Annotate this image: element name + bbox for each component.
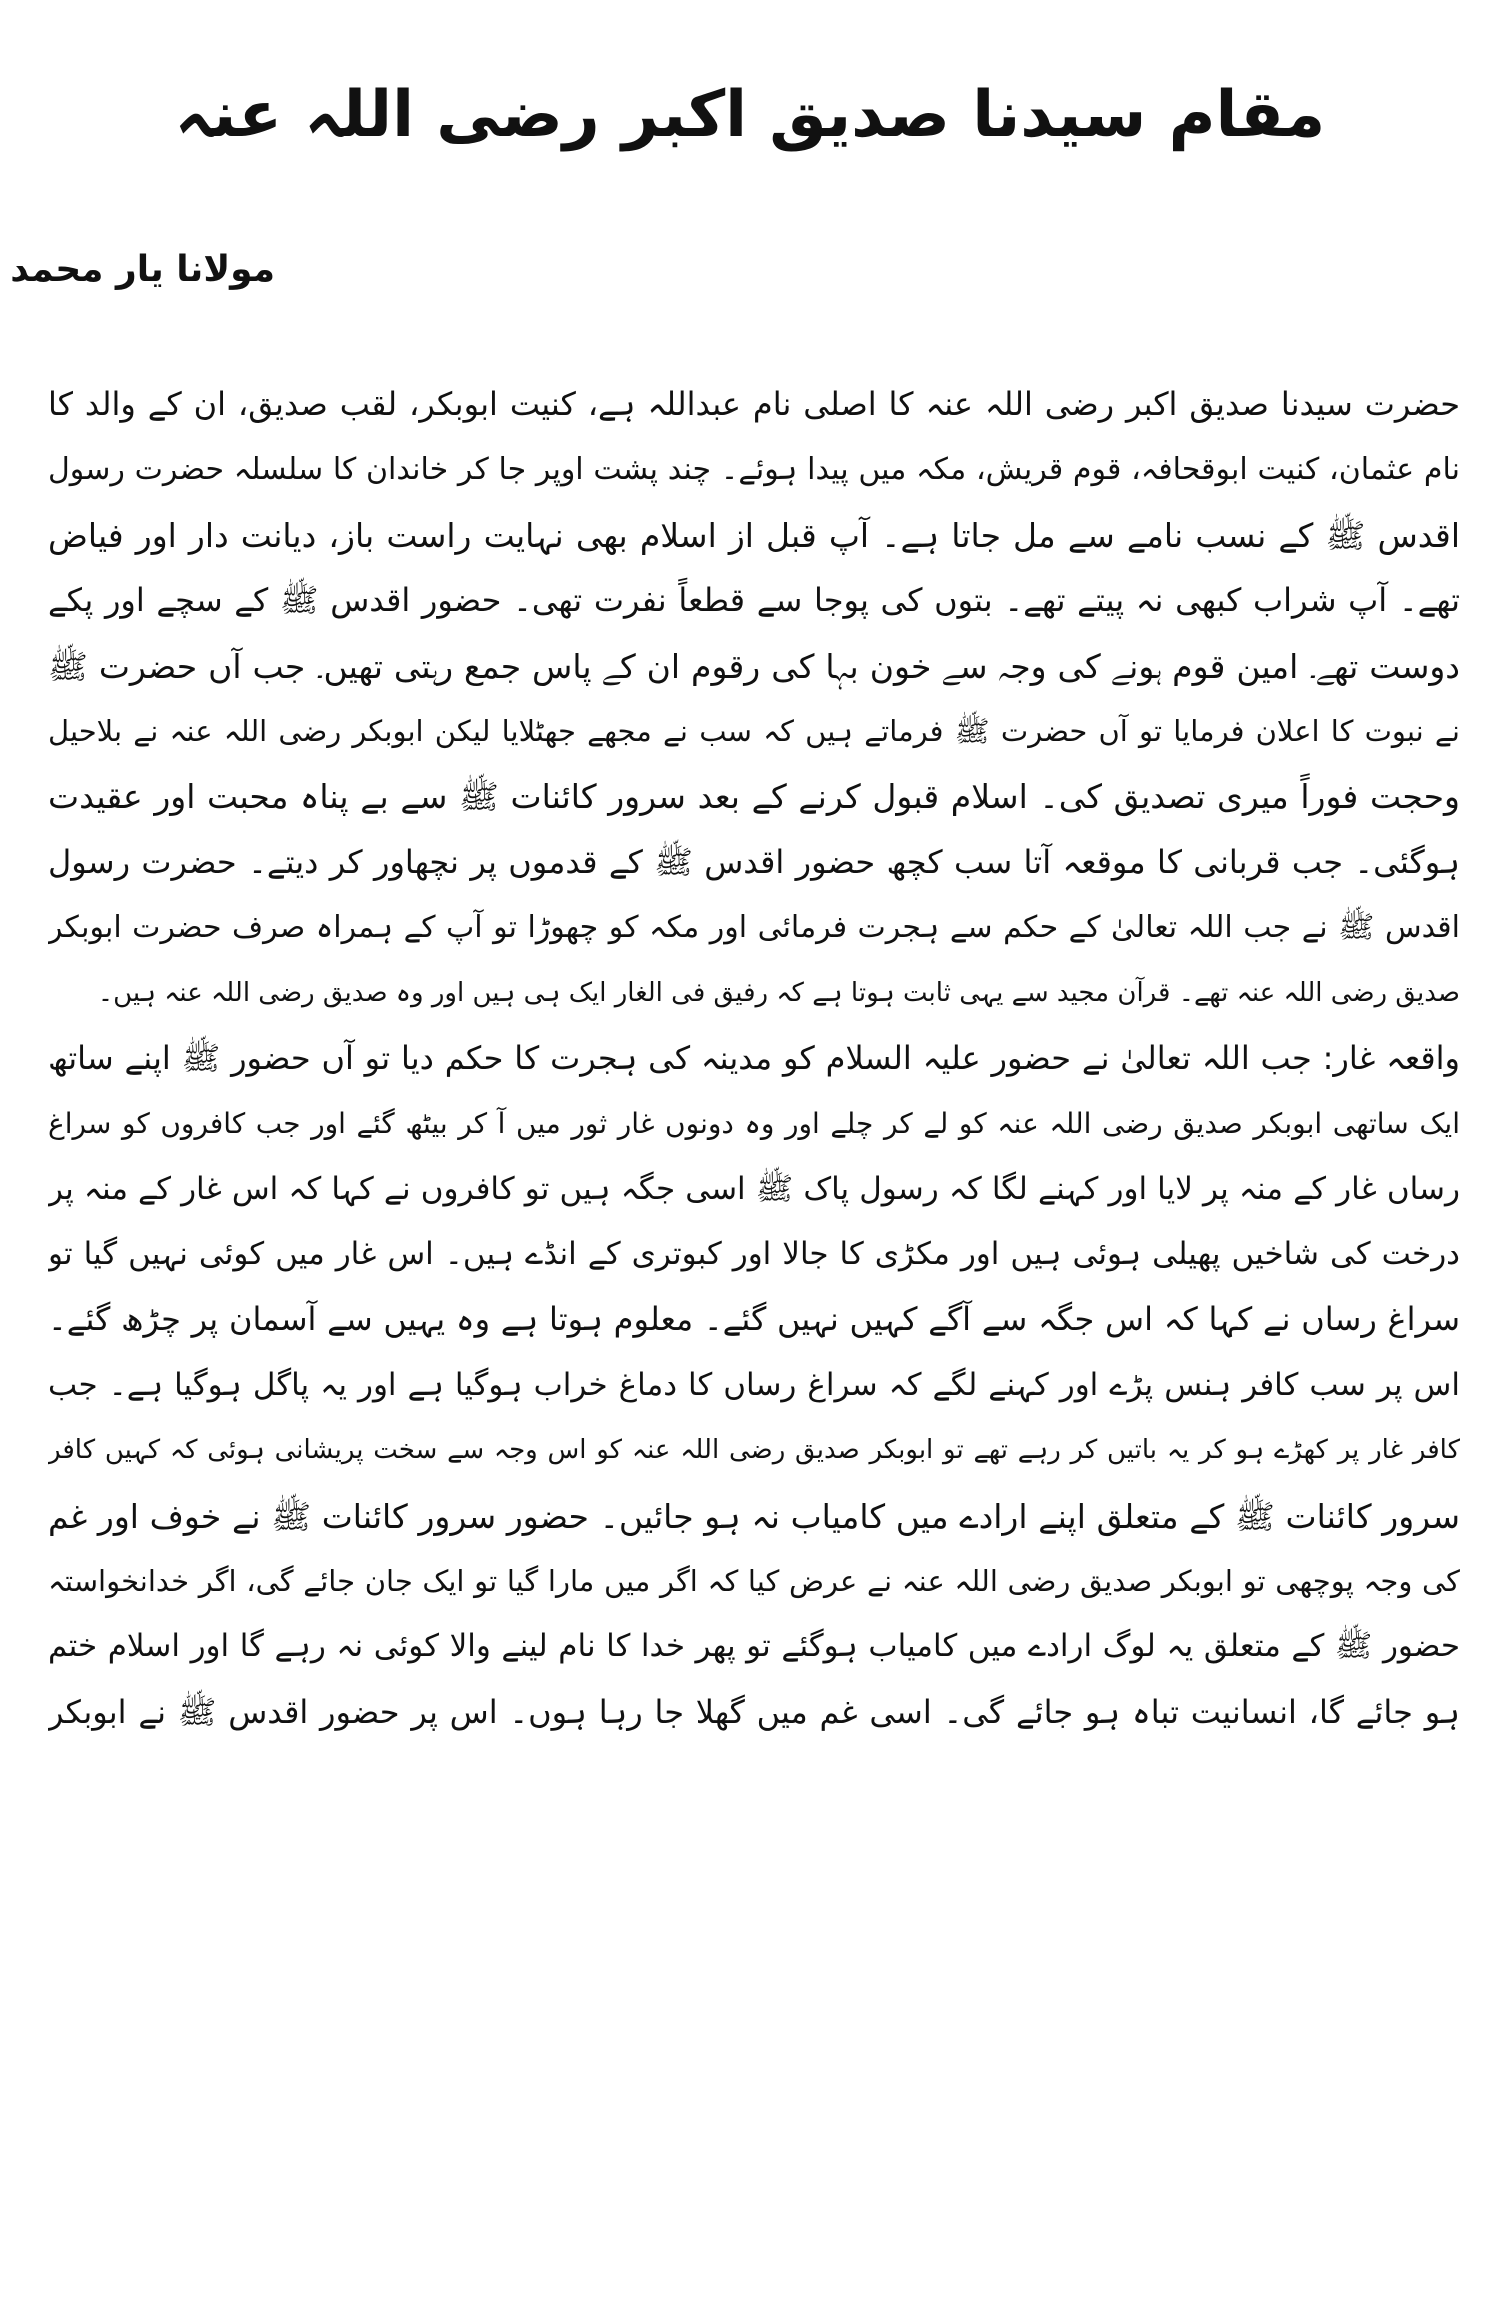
text-line: اقدس ﷺ نے جب اللہ تعالیٰ کے حکم سے ہجرت فرمائی اور مکہ کو چھوڑا تو آپ کے ہمراہ صرف حضرت ابوبکر (48, 910, 1460, 946)
text-line: تھے۔ آپ شراب کبھی نہ پیتے تھے۔ بتوں کی پوجا سے قطعاً نفرت تھی۔ حضور اقدس ﷺ کے سچے اور پکے (48, 581, 1460, 620)
text-line: دوست تھے۔ امین قوم ہونے کی وجہ سے خون بہا کی رقوم ان کے پاس جمع رہتی تھیں۔ جب آں حضرت ﷺ (48, 646, 1460, 686)
text-line: ایک ساتھی ابوبکر صدیق رضی اللہ عنہ کو لے کر چلے اور وہ دونوں غار ثور میں آ کر بیٹھ گئے اور جب کافروں کو سراغ (48, 1107, 1460, 1141)
text-line: نام عثمان، کنیت ابوقحافہ، قوم قریش، مکہ میں پیدا ہوئے۔ چند پشت اوپر جا کر خاندان کا سلسلہ حضرت رسول (48, 452, 1460, 488)
text-line: حضرت سیدنا صدیق اکبر رضی اللہ عنہ کا اصلی نام عبداللہ ہے، کنیت ابوبکر، لقب صدیق، ان کے والد کا (48, 385, 1460, 423)
text-line: سراغ رساں نے کہا کہ اس جگہ سے آگے کہیں نہیں گئے۔ معلوم ہوتا ہے وہ یہیں سے آسمان پر چڑھ گئے۔ (48, 1300, 1460, 1339)
text-line: وحجت فوراً میری تصدیق کی۔ اسلام قبول کرنے کے بعد سرور کائنات ﷺ سے بے پناہ محبت اور عقیدت (48, 777, 1460, 817)
author-name: مولانا یار محمد (10, 249, 275, 290)
text-line: حضور ﷺ کے متعلق یہ لوگ ارادے میں کامیاب ہوگئے تو پھر خدا کا نام لینے والا کوئی نہ رہے گا اور اسلام ختم (48, 1628, 1460, 1665)
text-line: کافر غار پر کھڑے ہو کر یہ باتیں کر رہے تھے تو ابوبکر صدیق رضی اللہ عنہ کو اس وجہ سے سخت پریشانی ہوئی کہ کہیں کافر (48, 1435, 1460, 1466)
section-heading-line: واقعہ غار: جب اللہ تعالیٰ نے حضور علیہ السلام کو مدینہ کی ہجرت کا حکم دیا تو آں حضور ﷺ اپنے ساتھ (48, 1038, 1460, 1077)
article-body (48, 372, 1460, 1745)
text-line: کی وجہ پوچھی تو ابوبکر صدیق رضی اللہ عنہ نے عرض کیا کہ اگر میں مارا گیا تو ایک جان جائے گی، اگر خدانخواستہ (48, 1564, 1460, 1599)
text-line: ہوگئی۔ جب قربانی کا موقعہ آتا سب کچھ حضور اقدس ﷺ کے قدموں پر نچھاور کر دیتے۔ حضرت رسول (48, 842, 1460, 881)
text-line: اقدس ﷺ کے نسب نامے سے مل جاتا ہے۔ آپ قبل از اسلام بھی نہایت راست باز، دیانت دار اور فیاض (48, 515, 1460, 555)
text-line: رساں غار کے منہ پر لایا اور کہنے لگا کہ رسول پاک ﷺ اسی جگہ ہیں تو کافروں نے کہا کہ اس غار کے منہ پر (48, 1170, 1460, 1207)
text-line: ہو جائے گا، انسانیت تباہ ہو جائے گی۔ اسی غم میں گھلا جا رہا ہوں۔ اس پر حضور اقدس ﷺ نے ابوبکر (48, 1692, 1460, 1731)
text-line: درخت کی شاخیں پھیلی ہوئی ہیں اور مکڑی کا جالا اور کبوتری کے انڈے ہیں۔ اس غار میں کوئی نہیں گیا تو (48, 1236, 1460, 1273)
page-title: مقام سیدنا صدیق اکبر رضی اللہ عنہ (174, 78, 1326, 152)
text-line: اس پر سب کافر ہنس پڑے اور کہنے لگے کہ سراغ رساں کا دماغ خراب ہوگیا ہے اور یہ پاگل ہوگیا ہے۔ جب (48, 1366, 1460, 1403)
text-line: سرور کائنات ﷺ کے متعلق اپنے ارادے میں کامیاب نہ ہو جائیں۔ حضور سرور کائنات ﷺ نے خوف اور غم (48, 1496, 1460, 1536)
text-line: صدیق رضی اللہ عنہ تھے۔ قرآن مجید سے یہی ثابت ہوتا ہے کہ رفیق فی الغار ایک ہی ہیں اور وہ صدیق رضی اللہ عنہ ہیں۔ (97, 977, 1460, 1008)
text-line: نے نبوت کا اعلان فرمایا تو آں حضرت ﷺ فرماتے ہیں کہ سب نے مجھے جھٹلایا لیکن ابوبکر رضی اللہ عنہ نے بلاحیل (48, 713, 1460, 748)
